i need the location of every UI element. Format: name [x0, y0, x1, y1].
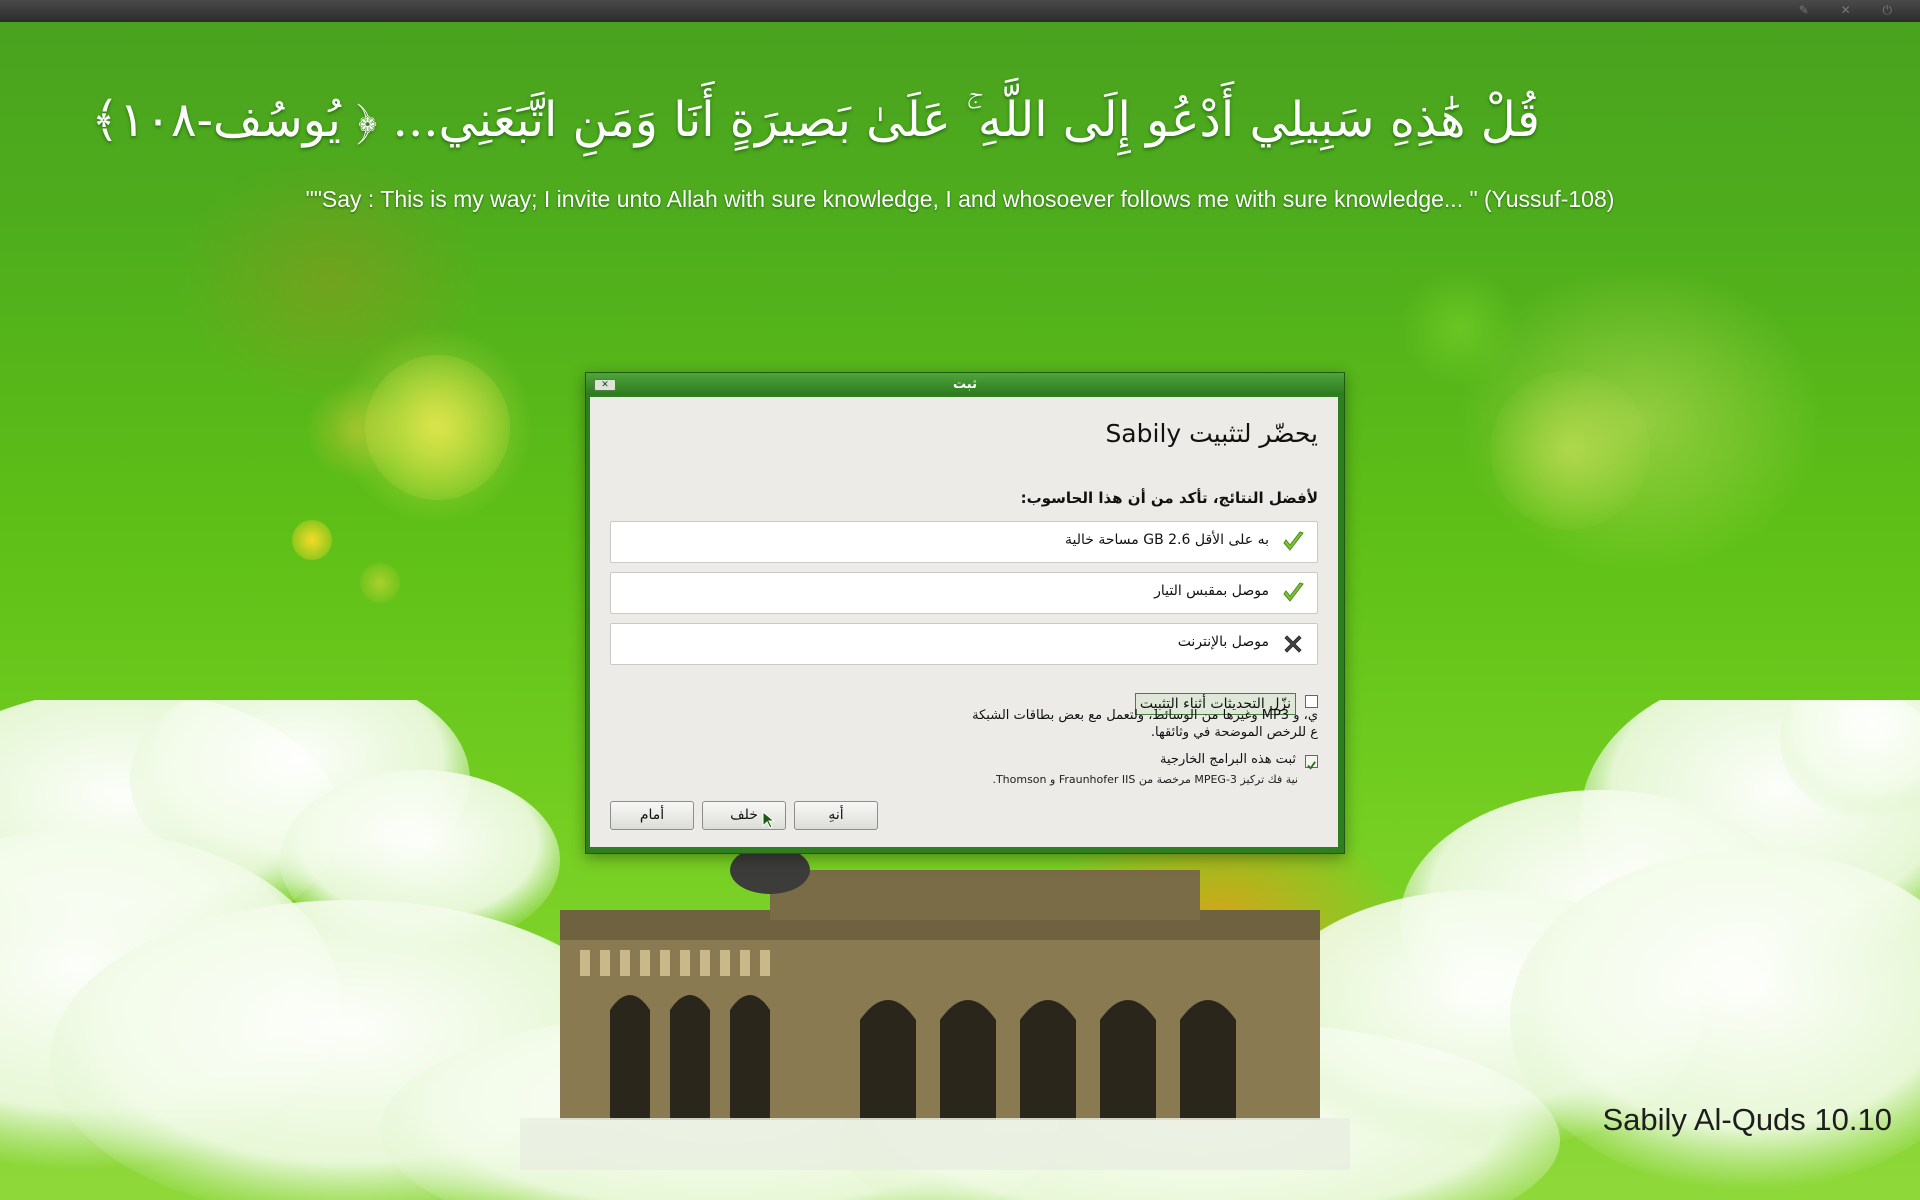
bokeh-light — [1490, 370, 1650, 530]
bokeh-light — [360, 563, 400, 603]
third-party-checkbox[interactable] — [1305, 755, 1318, 768]
requirements-heading: لأفضل النتائج، تأكد من أن هذا الحاسوب: — [1020, 489, 1318, 507]
close-icon[interactable]: ✕ — [594, 379, 616, 391]
quran-verse-english: ""Say : This is my way; I invite unto Allah with sure knowledge, I and whosoever follows me with sure knowledge... " (Yussuf-108) — [305, 186, 1615, 212]
bokeh-light — [365, 355, 510, 500]
third-party-label[interactable]: ثبت هذه البرامج الخارجية — [1160, 752, 1296, 767]
requirement-label: موصل بالإنترنت — [1177, 634, 1269, 650]
mpeg-license-note: نية فك تركيز MPEG-3 مرخصة من Fraunhofer IIS و Thomson. — [992, 773, 1298, 786]
distro-version-label: Sabily Al-Quds 10.10 — [1602, 1102, 1892, 1137]
installer-window — [585, 372, 1345, 854]
description-line: ي، و MP3 وغيرها من الوسائط، ولتعمل مع بعض بطاقات الشبكة — [972, 708, 1318, 723]
checkmark-icon — [1306, 760, 1317, 771]
page-title: يحضّر لتثبيت Sabily — [1105, 419, 1318, 448]
check-icon — [1281, 530, 1305, 554]
quit-button[interactable]: أنهِ — [794, 801, 878, 830]
mosque-illustration — [520, 850, 1350, 1170]
bokeh-light — [1400, 268, 1520, 388]
mouse-cursor-icon — [762, 811, 776, 829]
window-titlebar[interactable] — [586, 373, 1344, 395]
requirement-internet — [610, 623, 1318, 665]
requirement-label: به على الأقل 2.6 GB مساحة خالية — [1065, 532, 1269, 548]
cross-icon — [1281, 632, 1305, 656]
top-panel — [0, 0, 1920, 22]
installer-content — [590, 397, 1338, 847]
requirement-label: موصل بمقبس التيار — [1154, 583, 1269, 599]
back-button[interactable]: خلف — [702, 801, 786, 830]
check-icon — [1281, 581, 1305, 605]
description-line: ع للرخص الموضحة في وثائقها. — [1150, 725, 1318, 740]
download-updates-label[interactable]: نزّل التحديثات أثناء التثبيت — [1135, 693, 1296, 715]
bokeh-light — [292, 520, 332, 560]
requirement-power — [610, 572, 1318, 614]
window-title: ثبت — [953, 377, 977, 392]
forward-button[interactable]: أمام — [610, 801, 694, 830]
requirement-disk-space — [610, 521, 1318, 563]
quran-verse-arabic: قُلْ هَٰذِهِ سَبِيلِي أَدْعُو إِلَى اللَّهِ ۚ عَلَىٰ بَصِيرَةٍ أَنَا وَمَنِ اتَّبَعَنِي... ﴿ يُوسُف-١٠٨﴾ — [91, 92, 1540, 148]
window-controls[interactable]: ✎ ✕ ⏻ — [1798, 3, 1906, 17]
third-party-description — [918, 707, 1318, 741]
